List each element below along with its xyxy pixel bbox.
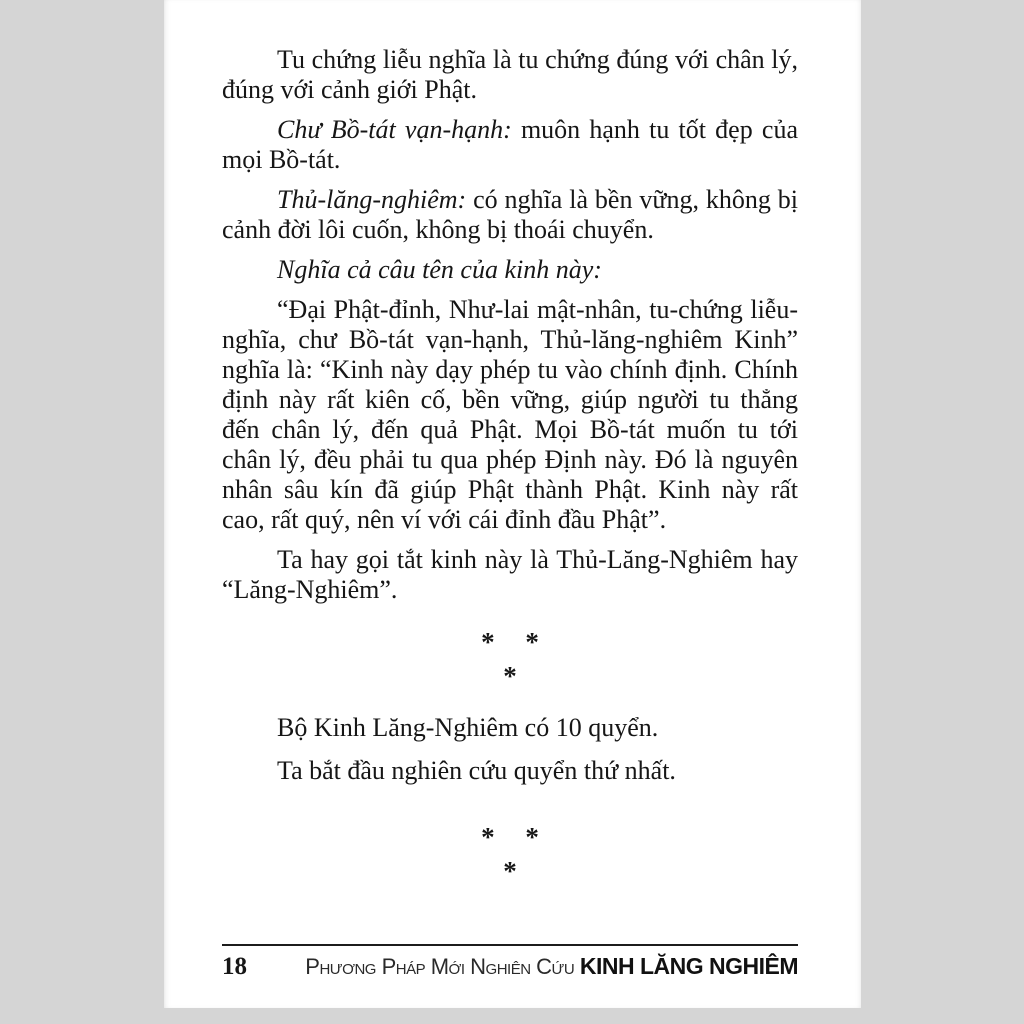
- paragraph-lead-italic: Thủ-lăng-nghiêm:: [277, 185, 474, 214]
- paragraph-text: Ta bắt đầu nghiên cứu quyển thứ nhất.: [277, 756, 676, 785]
- paragraph-lead-italic: Nghĩa cả câu tên của kinh này:: [277, 255, 602, 284]
- paragraph: [222, 295, 798, 535]
- page-number: 18: [222, 953, 247, 980]
- page-body-text: [222, 45, 798, 908]
- paragraph-text: “Đại Phật-đỉnh, Như-lai mật-nhân, tu-chứng liễu-nghĩa, chư Bồ-tát vạn-hạnh, Thủ-lăng-nghiêm Kinh” nghĩa là: “Kinh này dạy phép tu vào chính định. Chính định này rất kiên cố, bền vững, giúp người tu thẳng đến chân lý, đến quả Phật. Mọi Bồ-tát muốn tu tới chân lý, đều phải tu qua phép Định này. Đó là nguyên nhân sâu kín đã giúp Phật thành Phật. Kinh này rất cao, rất quý, nên ví với cái đỉnh đầu Phật”.: [222, 295, 798, 534]
- paragraph-text: có nghĩa là bền vững, không bị cảnh đời lôi cuốn, không bị thoái chuyển.: [222, 185, 798, 244]
- asterisk-separator: [222, 625, 798, 693]
- paragraph-text: Bộ Kinh Lăng-Nghiêm có 10 quyển.: [277, 713, 659, 742]
- paragraph: [222, 756, 798, 786]
- paragraph-lead-italic: Chư Bồ-tát vạn-hạnh:: [277, 115, 521, 144]
- running-title: [305, 953, 798, 980]
- paragraph: [222, 185, 798, 245]
- asterisk-row-top: * *: [481, 627, 539, 657]
- asterisk-separator: [222, 820, 798, 888]
- running-title-bold: KINH LĂNG NGHIÊM: [579, 953, 798, 979]
- paragraph: [222, 45, 798, 105]
- paragraph-text: Ta hay gọi tắt kinh này là Thủ-Lăng-Nghiêm hay “Lăng-Nghiêm”.: [222, 545, 798, 604]
- paragraph-text: muôn hạnh tu tốt đẹp của mọi Bồ-tát.: [222, 115, 798, 174]
- scan-bottom-band: [0, 1008, 1024, 1024]
- paragraph: [222, 255, 798, 285]
- page-footer: [222, 944, 798, 981]
- asterisk-row-top: * *: [481, 822, 539, 852]
- paragraph: [222, 713, 798, 743]
- running-title-light: Phương Pháp Mới Nghiên Cứu: [305, 954, 580, 979]
- asterisk-row-bottom: *: [503, 661, 517, 691]
- paragraph: [222, 545, 798, 605]
- paragraph-text: Tu chứng liễu nghĩa là tu chứng đúng với chân lý, đúng với cảnh giới Phật.: [222, 45, 798, 104]
- book-page: [164, 0, 861, 1008]
- paragraph: [222, 115, 798, 175]
- asterisk-row-bottom: *: [503, 856, 517, 886]
